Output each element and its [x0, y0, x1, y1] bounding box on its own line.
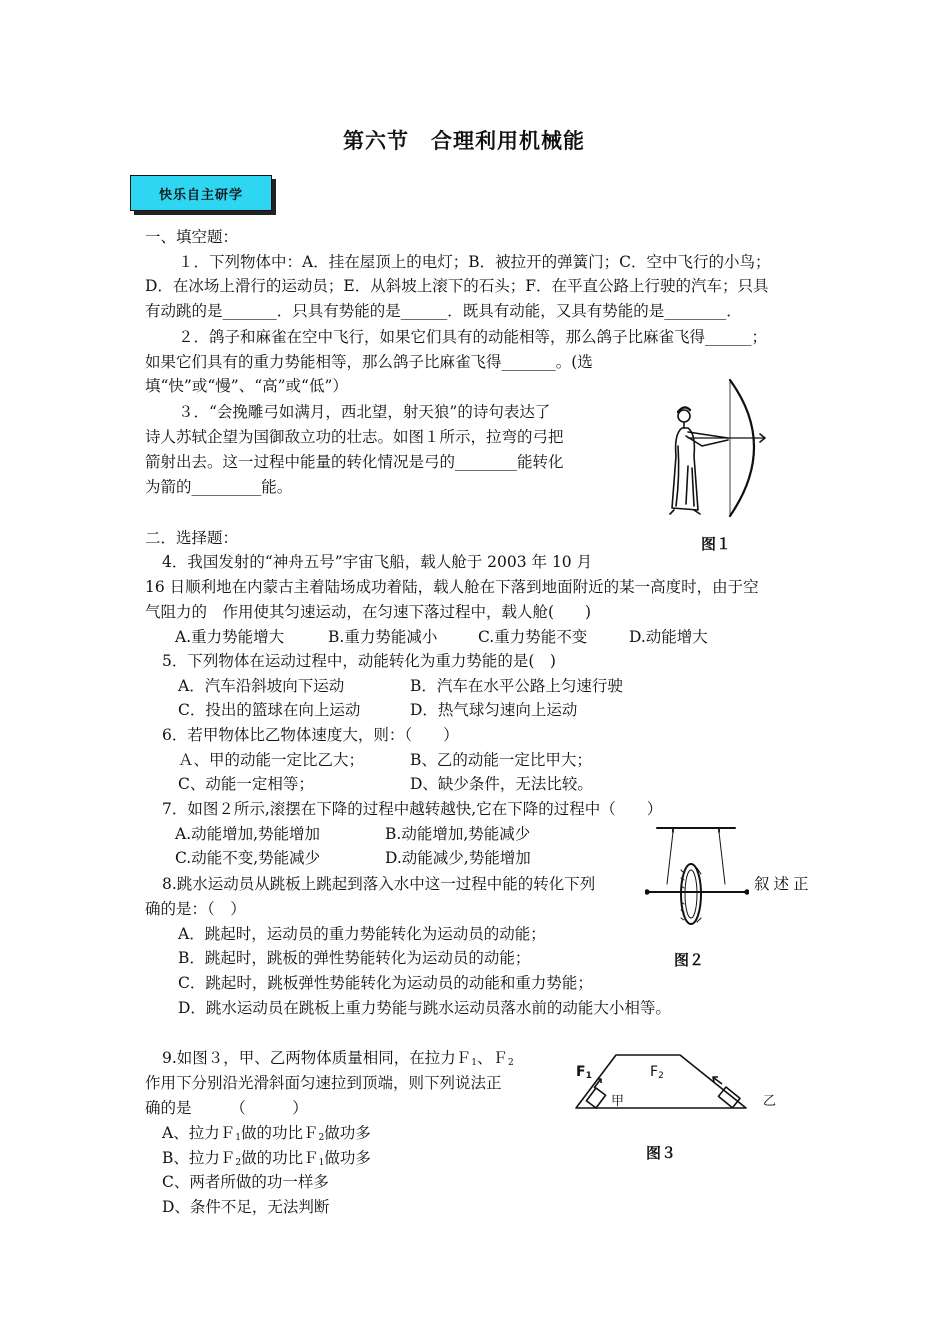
q7-option-b: B.动能增加,势能减少 — [385, 825, 531, 843]
q9-line1-text-b: 、Ｆ — [477, 1049, 509, 1067]
q9-line3: 确的是 （ ） — [145, 1099, 308, 1117]
q2-line2: 如果它们具有的重力势能相等，那么鸽子比麻雀飞得_______。(选 — [145, 353, 593, 371]
q6-stem: 6．若甲物体比乙物体速度大，则：（ ） — [162, 726, 459, 744]
q9-option-b-pre: B、拉力Ｆ — [162, 1149, 236, 1167]
q4-option-b: B.重力势能减小 — [328, 628, 438, 646]
q3-line4: 为箭的_________能。 — [145, 478, 293, 496]
q9-option-b-sub-2: 1 — [318, 1158, 325, 1168]
section-badge: 快乐自主研学 — [130, 175, 272, 211]
q5-option-b: B．汽车在水平公路上匀速行驶 — [410, 677, 623, 695]
q9-option-a-pre: A、拉力Ｆ — [162, 1124, 236, 1142]
q8-line2: 确的是：（ ） — [145, 900, 246, 918]
q9-option-a-sub-2: 2 — [318, 1133, 325, 1143]
q6-option-a: Ａ、甲的动能一定比乙大； — [178, 751, 365, 769]
q1-line3: 有动跳的是_______．只具有势能的是______．既具有动能，又具有势能的是________． — [145, 302, 742, 320]
q5-option-a: A．汽车沿斜坡向下运动 — [178, 677, 345, 695]
q6-option-c: C、动能一定相等； — [178, 775, 314, 793]
force-f2-subscript: 2 — [658, 1071, 664, 1081]
q3-line1: ３．“会挽雕弓如满月，西北望，射天狼”的诗句表达了 — [178, 403, 551, 421]
q2-line3: 填“快”或“慢”、“高”或“低”） — [145, 377, 348, 395]
section-choice-heading: 二．选择题： — [145, 529, 239, 547]
q5-stem: 5．下列物体在运动过程中，动能转化为重力势能的是( ) — [162, 652, 556, 670]
figure-2-caption: 图２ — [674, 951, 705, 969]
q9-line1-sub-1: 1 — [471, 1058, 478, 1068]
q3-line3: 箭射出去。这一过程中能量的转化情况是弓的________能转化 — [145, 453, 564, 471]
q9-option-a-post: 做功多 — [324, 1124, 371, 1142]
q4-option-c: C.重力势能不变 — [478, 628, 588, 646]
q4-line2: 16 日顺利地在内蒙古主着陆场成功着陆，载人舱在下落到地面附近的某一高度时，由于空 — [145, 578, 759, 596]
q1-line1: １．下列物体中：A．挂在屋顶上的电灯；B．被拉开的弹簧门；C．空中飞行的小鸟； — [178, 253, 771, 271]
q8-option-d: D．跳水运动员在跳板上重力势能与跳水运动员落水前的动能大小相等。 — [178, 999, 671, 1017]
q6-option-b: B、乙的动能一定比甲大； — [410, 751, 592, 769]
q8-option-a: A．跳起时，运动员的重力势能转化为运动员的动能； — [178, 925, 546, 943]
q9-option-a — [162, 1123, 371, 1148]
q9-line1-text-a: 9.如图３，甲、乙两物体质量相同，在拉力Ｆ — [162, 1049, 472, 1067]
q4-line3: 气阻力的 作用使其匀速运动，在匀速下落过程中，载人舱( ) — [145, 603, 592, 621]
figure-1-caption: 图１ — [701, 535, 732, 553]
q8-line1: 8.跳水运动员从跳板上跳起到落入水中这一过程中能的转化下列 — [162, 875, 596, 893]
force-f1-label — [576, 1064, 592, 1081]
page-title: 第六节 合理利用机械能 — [343, 129, 585, 153]
q4-line1: 4．我国发射的“神舟五号”宇宙飞船，载人舱于 2003 年 10 月 — [162, 553, 593, 571]
q9-option-b-mid: 做的功比Ｆ — [241, 1149, 319, 1167]
force-f1-letter: F — [576, 1064, 586, 1080]
q7-option-d: D.动能减少,势能增加 — [385, 849, 531, 867]
q9-line1-sub-2: 2 — [508, 1058, 514, 1068]
q9-line1 — [162, 1048, 514, 1073]
q4-option-d: D.动能增大 — [629, 628, 708, 646]
q7-option-a: A.动能增加,势能增加 — [175, 825, 321, 843]
q4-option-a: A.重力势能增大 — [175, 628, 285, 646]
q8-option-c: C．跳起时，跳板弹性势能转化为运动员的动能和重力势能； — [178, 974, 593, 992]
force-f2-label — [650, 1064, 664, 1081]
figure-3-caption: 图３ — [646, 1144, 677, 1162]
q5-option-c: C．投出的篮球在向上运动 — [178, 701, 361, 719]
q9-option-a-mid: 做的功比Ｆ — [240, 1124, 319, 1142]
section-fill-in-heading: 一、填空题： — [145, 228, 239, 246]
archer-figure — [668, 376, 768, 522]
q7-option-c: C.动能不变,势能减少 — [175, 849, 321, 867]
q2-line1: ２．鸽子和麻雀在空中飞行，如果它们具有的动能相等，那么鸽子比麻雀飞得______； — [178, 328, 768, 346]
object-jia-label: 甲 — [611, 1094, 625, 1109]
incline-figure — [570, 1050, 770, 1120]
q6-option-d: D、缺少条件，无法比较。 — [410, 775, 593, 793]
q7-stem: 7．如图２所示,滚摆在下降的过程中越转越快,它在下降的过程中（ ） — [162, 800, 663, 818]
q8-option-b: B．跳起时，跳板的弹性势能转化为运动员的动能； — [178, 949, 531, 967]
object-yi-label: 乙 — [763, 1094, 777, 1109]
force-f1-subscript: 1 — [585, 1071, 592, 1081]
maxwell-wheel-figure — [645, 822, 749, 932]
force-f2-letter: F — [650, 1064, 659, 1080]
q9-line2: 作用下分别沿光滑斜面匀速拉到顶端，则下列说法正 — [145, 1074, 502, 1092]
q9-option-b-sub-1: 2 — [235, 1158, 242, 1168]
q9-option-a-sub-1: 1 — [235, 1133, 241, 1143]
q8-line1-continued: 叙述正 — [754, 875, 813, 893]
q5-option-d: D．热气球匀速向上运动 — [410, 701, 578, 719]
q9-option-d: D、条件不足，无法判断 — [162, 1198, 330, 1216]
q9-option-b-post: 做功多 — [324, 1149, 371, 1167]
q1-line2: D．在冰场上滑行的运动员；E．从斜坡上滚下的石头；F．在平直公路上行驶的汽车；只具 — [145, 277, 769, 295]
q9-option-c: C、两者所做的功一样多 — [162, 1173, 329, 1191]
q9-option-b — [162, 1148, 371, 1173]
q3-line2: 诗人苏轼企望为国御敌立功的壮志。如图１所示，拉弯的弓把 — [145, 428, 564, 446]
